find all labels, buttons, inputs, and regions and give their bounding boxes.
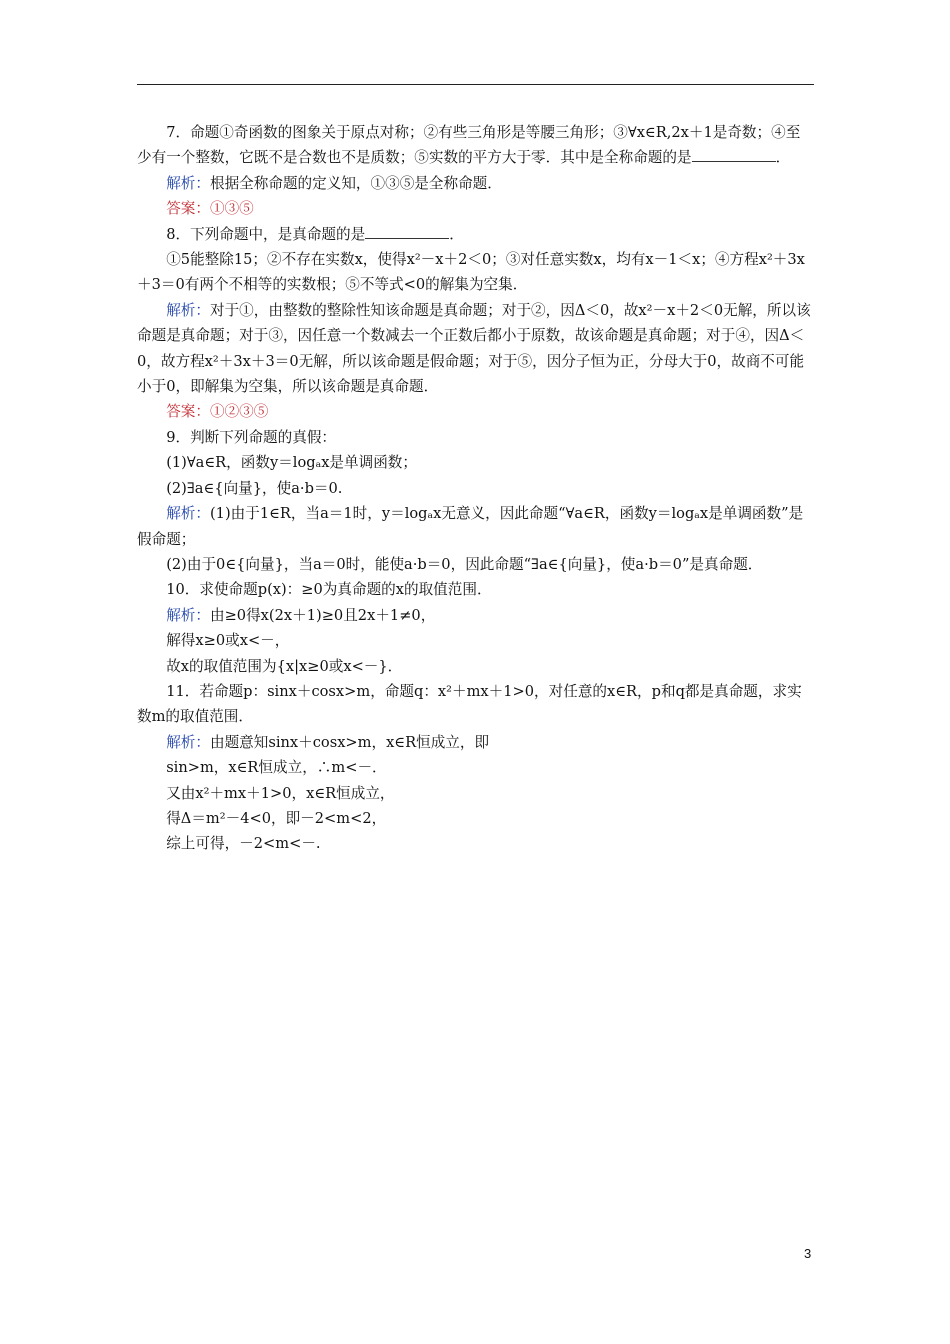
- q8-options: ①5能整除15；②不存在实数x，使得x²－x＋2＜0；③对任意实数x，均有x－1＜x；④方程x²＋3x＋3＝0有两个不相等的实数根；⑤不等式<0的解集为空集．: [137, 251, 805, 294]
- q7-solution: 解析：根据全称命题的定义知，①③⑤是全称命题．: [166, 174, 502, 192]
- q9-solution-1: 解析：(1)由于1∈R，当a＝1时，y＝logₐx无意义，因此命题“∀a∈R，函数y＝logₐx是单调函数”是假命题；: [137, 505, 804, 548]
- q7-answer: 答案：①③⑤: [166, 200, 254, 218]
- jiexi-label: 解析：: [166, 606, 210, 624]
- q10-solution: 解析：由≥0得x(2x＋1)≥0且2x＋1≠0，: [166, 606, 436, 624]
- q10-stem: 10．求使命题p(x)：≥0为真命题的x的取值范围．: [166, 581, 492, 599]
- q9-stem: 9．判断下列命题的真假：: [166, 428, 337, 446]
- header-rule: [137, 84, 814, 85]
- jiexi-label: 解析：: [166, 174, 210, 192]
- q7-stem: 7．命题①奇函数的图象关于原点对称；②有些三角形是等腰三角形；③∀x∈R,2x＋1是奇数；④至少有一个整数，它既不是合数也不是质数；⑤实数的平方大于零．其中是全称命题的是 ．: [137, 124, 801, 167]
- q9-item-1: (1)∀a∈R，函数y＝logₐx是单调函数；: [166, 454, 417, 472]
- q8-stem: 8．下列命题中，是真命题的是 ．: [166, 225, 464, 243]
- answer-label: 答案：: [166, 403, 210, 421]
- q11-solution-line2: sin>m，x∈R恒成立，∴m<－．: [166, 759, 387, 777]
- jiexi-label: 解析：: [166, 505, 210, 523]
- jiexi-label: 解析：: [166, 301, 210, 319]
- jiexi-label: 解析：: [166, 733, 210, 751]
- answer-blank: [692, 147, 776, 162]
- q10-solution-line2: 解得x≥0或x<－，: [166, 632, 290, 650]
- q11-solution-line3: 又由x²＋mx＋1>0，x∈R恒成立，: [166, 784, 395, 802]
- q11-solution-line5: 综上可得，－2<m<－.: [166, 835, 321, 853]
- q10-solution-line3: 故x的取值范围为{x|x≥0或x<－}．: [166, 657, 403, 675]
- q8-solution: 解析：对于①，由整数的整除性知该命题是真命题；对于②，因Δ＜0，故x²－x＋2＜0无解，所以该命题是真命题；对于③，因任意一个数减去一个正数后都小于原数，故该命题是真命题；对于④，因Δ＜0，故方程x²＋3x＋3＝0无解，所以该命题是假命题；对于⑤，因分子恒为正，分母大于0，故商不可能小于0，即解集为空集，所以该命题是真命题．: [137, 301, 811, 396]
- q9-solution-2: (2)由于0∈{向量}，当a＝0时，能使a·b＝0，因此命题“∃a∈{向量}，使a·b＝0”是真命题．: [166, 555, 763, 573]
- answer-label: 答案：: [166, 200, 210, 218]
- page-number: 3: [804, 1246, 812, 1261]
- answer-blank: [365, 224, 449, 239]
- q8-answer: 答案：①②③⑤: [166, 403, 269, 421]
- page-content: [137, 120, 814, 857]
- q9-item-2: (2)∃a∈{向量}，使a·b＝0.: [166, 479, 343, 497]
- q11-stem: 11．若命题p：sinx＋cosx>m，命题q：x²＋mx＋1>0，对任意的x∈R，p和q都是真命题，求实数m的取值范围．: [137, 682, 802, 726]
- q11-solution-line4: 得Δ＝m²－4<0，即－2<m<2，: [166, 809, 387, 827]
- q11-solution: 解析：由题意知sinx＋cosx>m，x∈R恒成立，即: [166, 733, 490, 751]
